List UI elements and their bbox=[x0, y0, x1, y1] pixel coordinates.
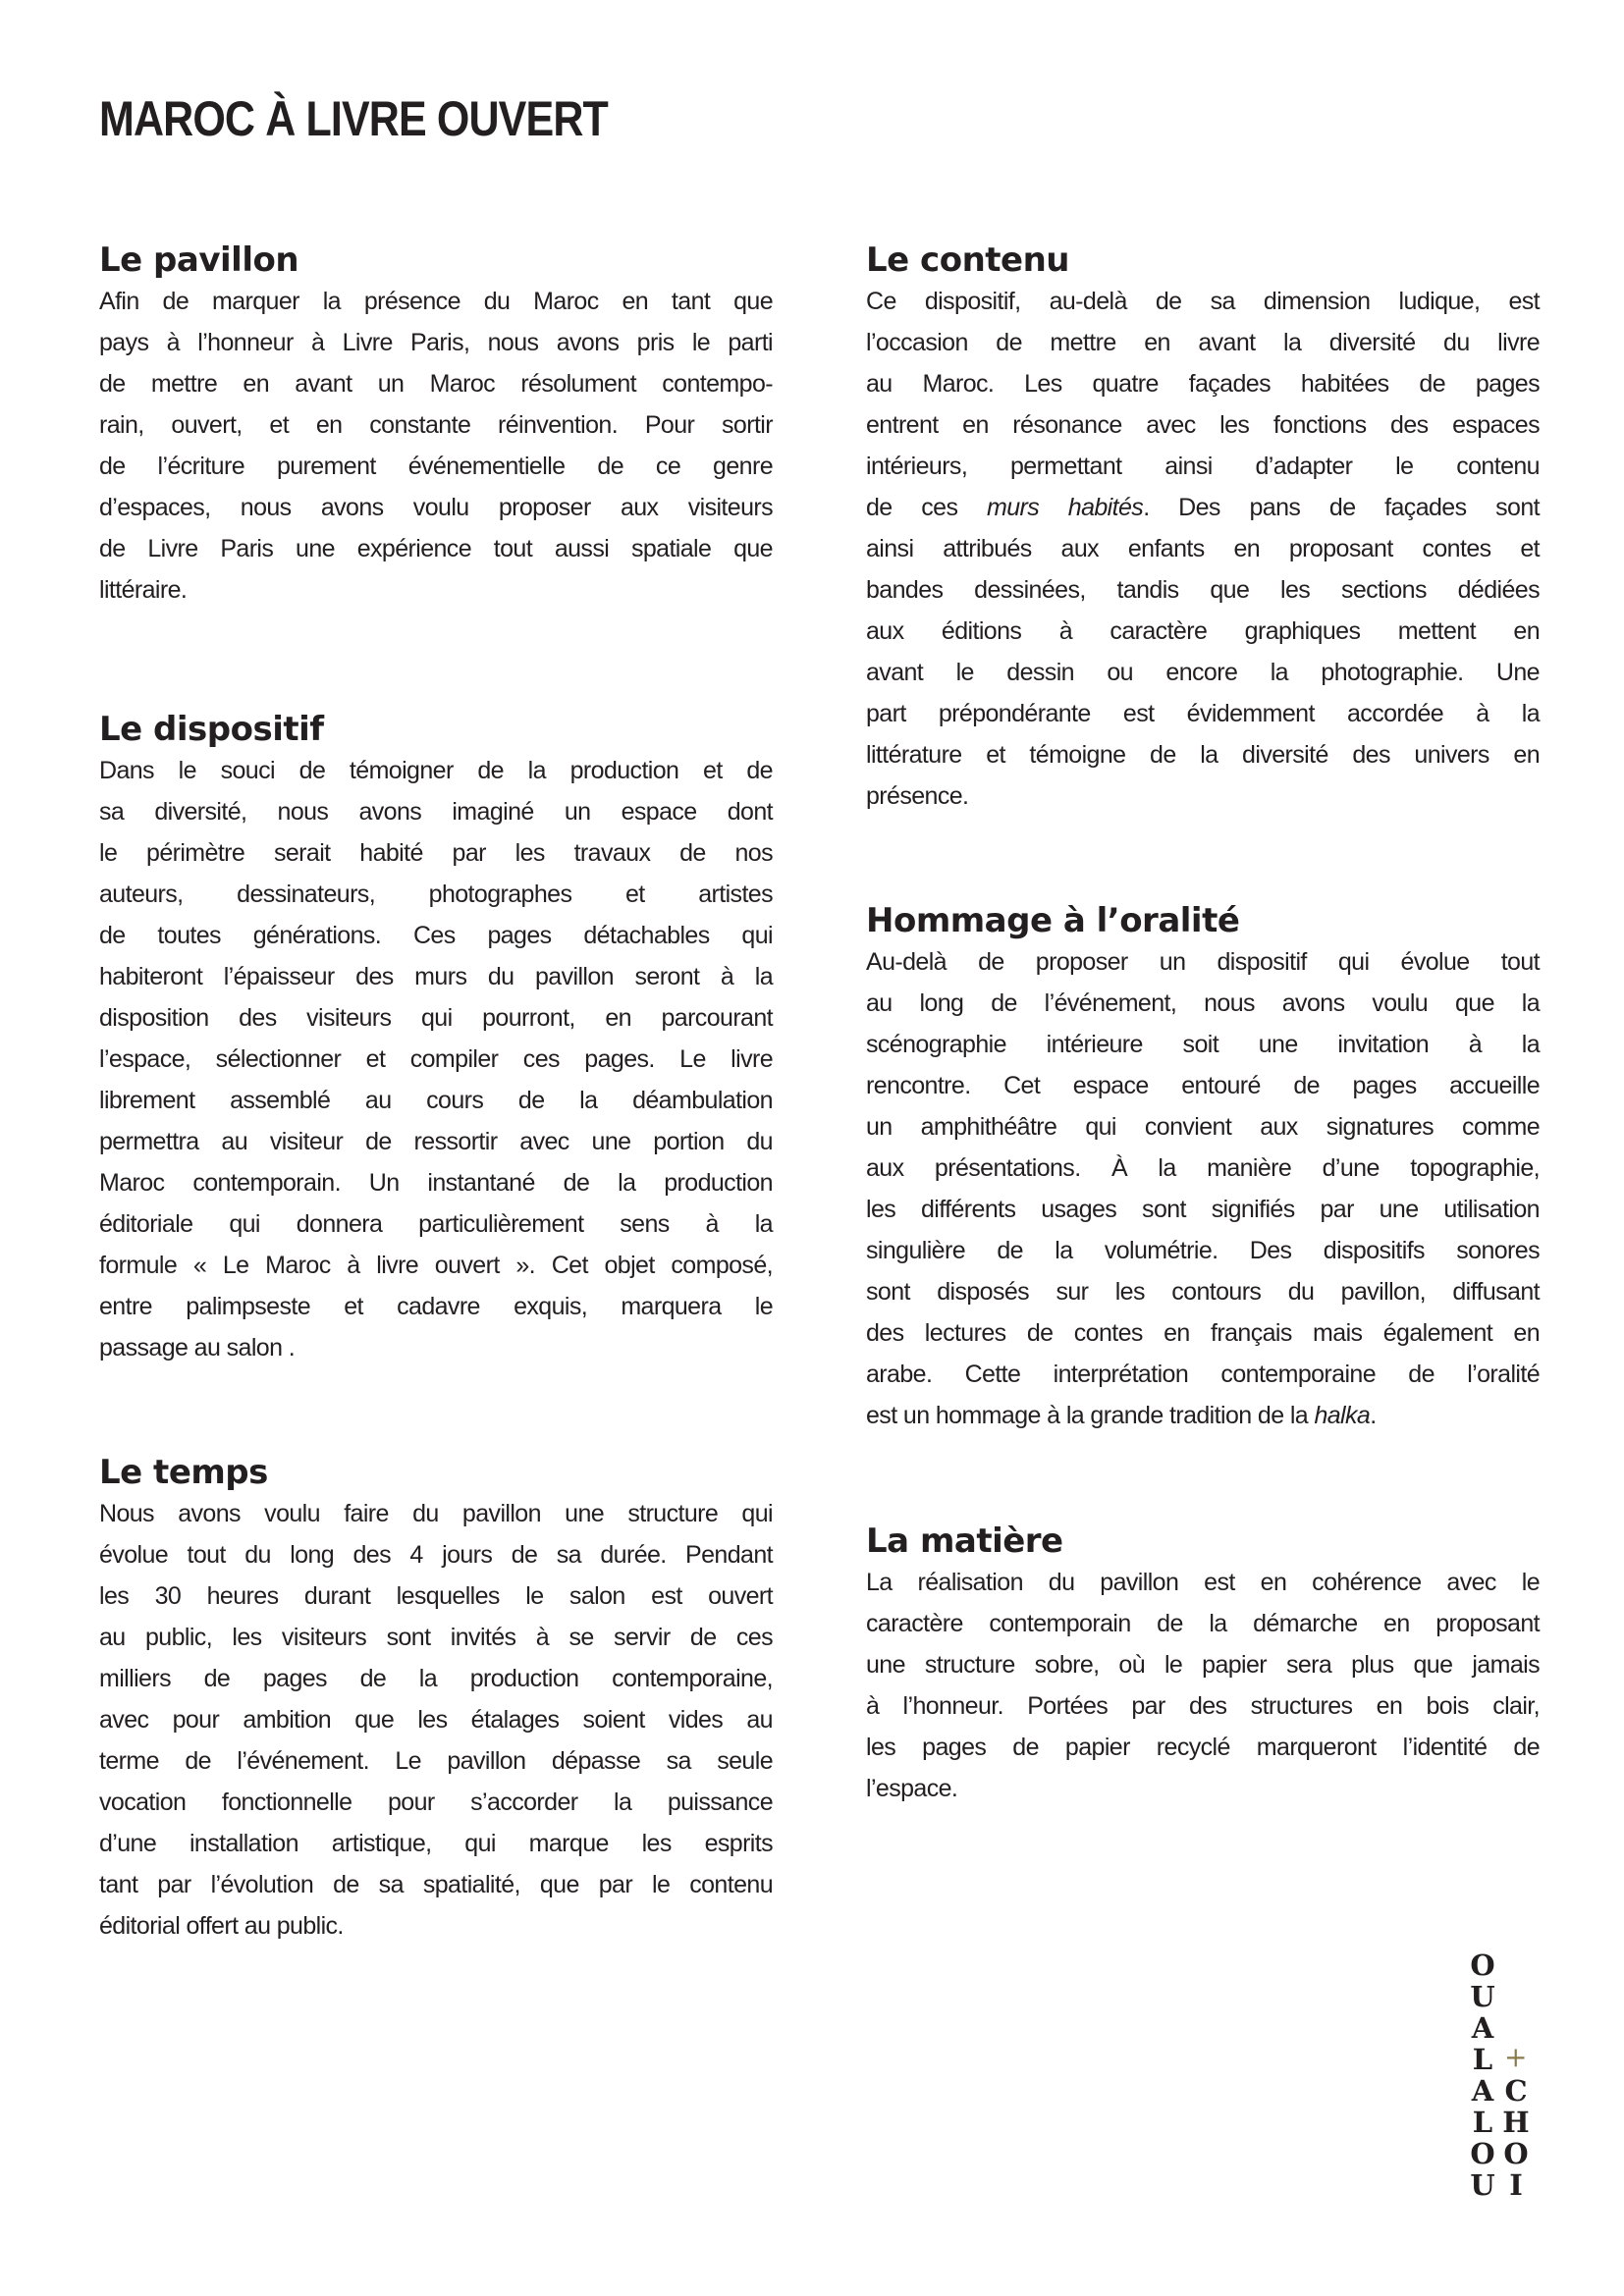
logo-letter: I bbox=[1509, 2168, 1523, 2202]
body-text: . bbox=[1370, 1402, 1377, 1429]
body-line: intérieurs, permettant ainsi d’adapter le contenu bbox=[866, 453, 1540, 480]
body-line: rain, ouvert, et en constante réinvention. Pour sortir bbox=[99, 411, 773, 439]
body-text: de ces bbox=[866, 494, 987, 521]
logo-letter: A bbox=[1471, 2011, 1494, 2045]
body-line: disposition des visiteurs qui pourront, en parcourant bbox=[99, 1004, 773, 1032]
logo-letter: O bbox=[1470, 2137, 1495, 2170]
body-line: au long de l’événement, nous avons voulu que la bbox=[866, 989, 1540, 1017]
logo-letter: O bbox=[1503, 2137, 1529, 2170]
body-line: permettra au visiteur de ressortir avec une portion du bbox=[99, 1128, 773, 1155]
body-line: tant par l’évolution de sa spatialité, que par le contenu bbox=[99, 1871, 773, 1898]
body-line: le périmètre serait habité par les travaux de nos bbox=[99, 839, 773, 867]
italic-text: murs habités bbox=[986, 494, 1144, 521]
body-line: de l’écriture purement événementielle de ce genre bbox=[99, 453, 773, 480]
section-contenu bbox=[866, 240, 1540, 817]
body-line: aux éditions à caractère graphiques mettent en bbox=[866, 617, 1540, 645]
logo-letter: U bbox=[1470, 1980, 1495, 2013]
body-line: Maroc contemporain. Un instantané de la production bbox=[99, 1169, 773, 1197]
section-heading: Hommage à l’oralité bbox=[866, 901, 1240, 940]
body-line: éditoriale qui donnera particulièrement sens à la bbox=[99, 1210, 773, 1238]
body-line: rencontre. Cet espace entouré de pages accueille bbox=[866, 1072, 1540, 1099]
body-line: un amphithéâtre qui convient aux signatures comme bbox=[866, 1113, 1540, 1141]
section-oralite bbox=[866, 900, 1540, 1436]
body-line: part prépondérante est évidemment accordée à la bbox=[866, 700, 1540, 727]
body-line: une structure sobre, où le papier sera plus que jamais bbox=[866, 1651, 1540, 1679]
logo-letter: A bbox=[1471, 2074, 1494, 2108]
body-line: Afin de marquer la présence du Maroc en tant que bbox=[99, 288, 773, 315]
body-line: caractère contemporain de la démarche en proposant bbox=[866, 1610, 1540, 1637]
body-line: littérature et témoigne de la diversité des univers en bbox=[866, 741, 1540, 769]
body-line: au Maroc. Les quatre façades habitées de pages bbox=[866, 370, 1540, 398]
body-line: formule « Le Maroc à livre ouvert ». Cet objet composé, bbox=[99, 1252, 773, 1279]
body-line: les différents usages sont signifiés par une utilisation bbox=[866, 1196, 1540, 1223]
body-line: l’espace, sélectionner et compiler ces pages. Le livre bbox=[99, 1045, 773, 1073]
section-temps bbox=[99, 1452, 773, 1947]
section-heading: Le temps bbox=[99, 1453, 268, 1492]
logo-letter: H bbox=[1502, 2106, 1530, 2139]
body-line: arabe. Cette interprétation contemporaine de l’oralité bbox=[866, 1361, 1540, 1388]
body-line: Nous avons voulu faire du pavillon une structure qui bbox=[99, 1500, 773, 1527]
body-line: les 30 heures durant lesquelles le salon est ouvert bbox=[99, 1582, 773, 1610]
body-line: Ce dispositif, au-delà de sa dimension ludique, est bbox=[866, 288, 1540, 315]
section-dispositif bbox=[99, 709, 773, 1368]
body-line: de toutes générations. Ces pages détachables qui bbox=[99, 922, 773, 949]
body-line: avant le dessin ou encore la photographie. Une bbox=[866, 659, 1540, 686]
body-line: ainsi attribués aux enfants en proposant contes et bbox=[866, 535, 1540, 562]
body-text: . Des pans de façades sont bbox=[1143, 494, 1540, 521]
body-line: d’une installation artistique, qui marque les esprits bbox=[99, 1830, 773, 1857]
logo-plus-icon: + bbox=[1504, 2041, 1528, 2073]
body-line: les pages de papier recyclé marqueront l’identité de bbox=[866, 1734, 1540, 1761]
section-heading: Le dispositif bbox=[99, 710, 324, 749]
body-line: singulière de la volumétrie. Des dispositifs sonores bbox=[866, 1237, 1540, 1264]
body-line: La réalisation du pavillon est en cohérence avec le bbox=[866, 1569, 1540, 1596]
body-line: Dans le souci de témoigner de la production et de bbox=[99, 757, 773, 784]
body-line: bandes dessinées, tandis que les sections dédiées bbox=[866, 576, 1540, 604]
body-line: entrent en résonance avec les fonctions des espaces bbox=[866, 411, 1540, 439]
body-line: avec pour ambition que les étalages soient vides au bbox=[99, 1706, 773, 1734]
body-line: évolue tout du long des 4 jours de sa durée. Pendant bbox=[99, 1541, 773, 1569]
body-line: présence. bbox=[866, 782, 969, 810]
body-line: scénographie intérieure soit une invitation à la bbox=[866, 1031, 1540, 1058]
body-line: entre palimpseste et cadavre exquis, marquera le bbox=[99, 1293, 773, 1320]
body-line: librement assemblé au cours de la déambulation bbox=[99, 1087, 773, 1114]
logo-column-oualalou bbox=[1467, 1949, 1498, 2201]
body-line: au public, les visiteurs sont invités à se servir de ces bbox=[99, 1624, 773, 1651]
body-line: de Livre Paris une expérience tout aussi spatiale que bbox=[99, 535, 773, 562]
page-title: MAROC À LIVRE OUVERT bbox=[99, 91, 608, 146]
body-line: de mettre en avant un Maroc résolument contempo- bbox=[99, 370, 773, 398]
body-line: littéraire. bbox=[99, 576, 188, 604]
italic-text: halka bbox=[1314, 1402, 1371, 1429]
body-line: l’espace. bbox=[866, 1775, 958, 1802]
body-line: auteurs, dessinateurs, photographes et artistes bbox=[99, 881, 773, 908]
body-line: l’occasion de mettre en avant la diversité du livre bbox=[866, 329, 1540, 356]
body-line: habiteront l’épaisseur des murs du pavillon seront à la bbox=[99, 963, 773, 990]
logo-letter: C bbox=[1504, 2074, 1528, 2108]
body-line bbox=[866, 487, 1540, 528]
body-line bbox=[866, 1395, 1540, 1436]
logo-letter: U bbox=[1470, 2168, 1495, 2202]
body-line: aux présentations. À la manière d’une topographie, bbox=[866, 1154, 1540, 1182]
body-line: d’espaces, nous avons voulu proposer aux visiteurs bbox=[99, 494, 773, 521]
section-heading: Le contenu bbox=[866, 240, 1070, 280]
section-pavillon bbox=[99, 240, 773, 611]
body-line: sont disposés sur les contours du pavillon, diffusant bbox=[866, 1278, 1540, 1306]
body-line: milliers de pages de la production contemporaine, bbox=[99, 1665, 773, 1692]
logo-letter: L bbox=[1472, 2106, 1493, 2139]
body-line: terme de l’événement. Le pavillon dépasse sa seule bbox=[99, 1747, 773, 1775]
body-line: pays à l’honneur à Livre Paris, nous avons pris le parti bbox=[99, 329, 773, 356]
logo-column-choi bbox=[1500, 2075, 1532, 2201]
body-text: est un hommage à la grande tradition de la bbox=[866, 1402, 1315, 1429]
body-line: passage au salon . bbox=[99, 1334, 296, 1362]
body-line: sa diversité, nous avons imaginé un espace dont bbox=[99, 798, 773, 826]
body-line: à l’honneur. Portées par des structures en bois clair, bbox=[866, 1692, 1540, 1720]
logo-letter: O bbox=[1470, 1949, 1495, 1982]
section-matiere bbox=[866, 1521, 1540, 1809]
body-line: éditorial offert au public. bbox=[99, 1912, 344, 1940]
body-line: vocation fonctionnelle pour s’accorder la puissance bbox=[99, 1789, 773, 1816]
section-heading: La matière bbox=[866, 1522, 1063, 1561]
logo-letter: L bbox=[1472, 2043, 1493, 2076]
body-line: des lectures de contes en français mais également en bbox=[866, 1319, 1540, 1347]
section-heading: Le pavillon bbox=[99, 240, 299, 280]
body-line: Au-delà de proposer un dispositif qui évolue tout bbox=[866, 948, 1540, 976]
